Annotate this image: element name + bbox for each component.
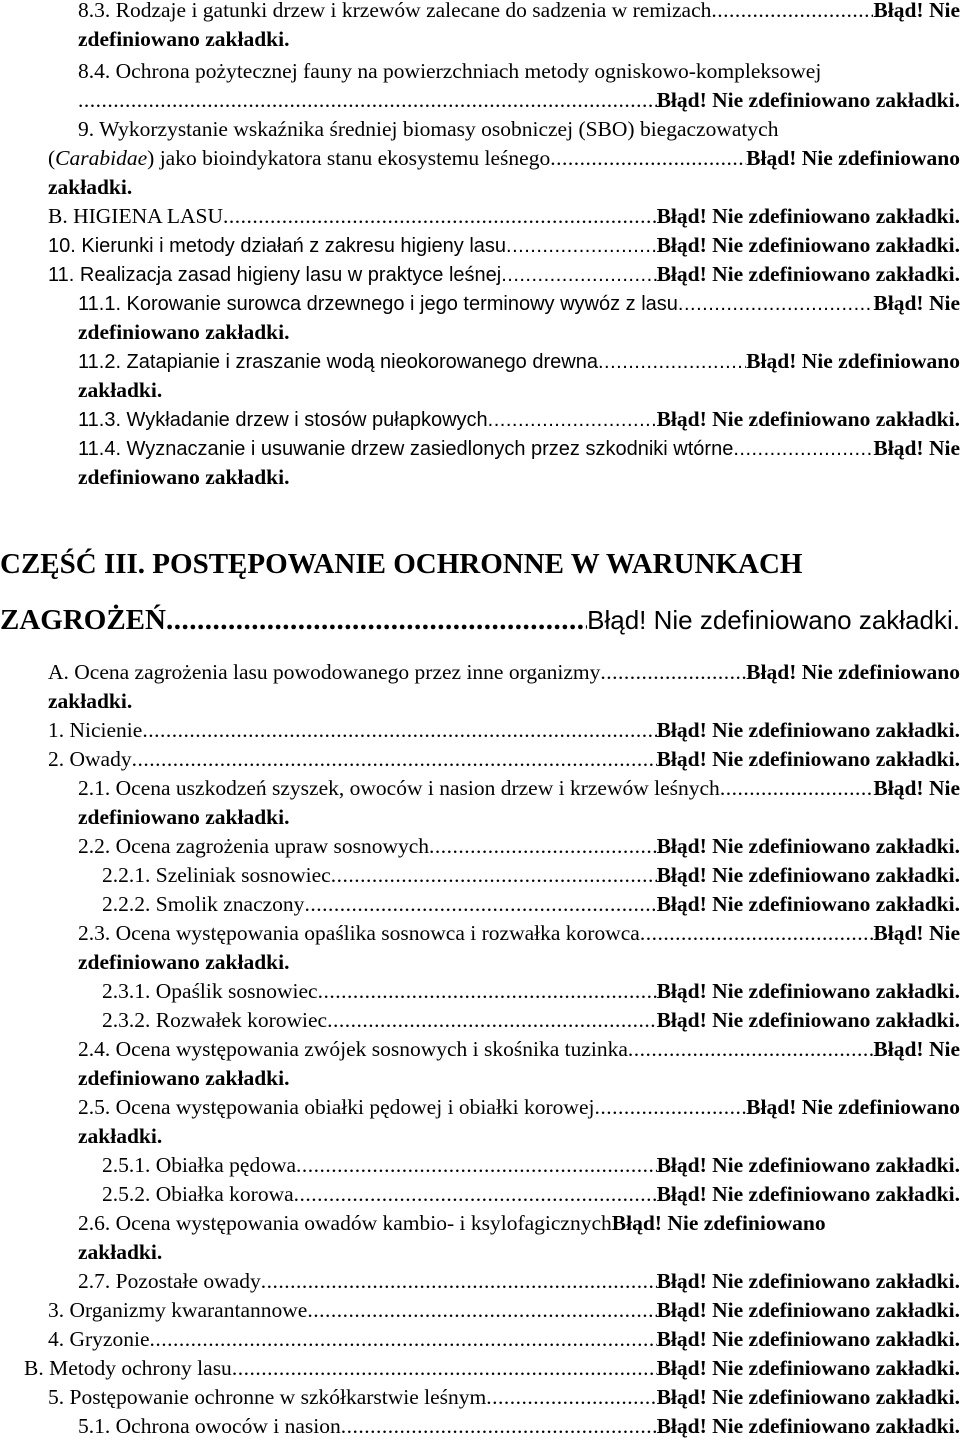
toc-entry-a[interactable]	[48, 658, 960, 687]
toc-error-label: Błąd! Nie zdefiniowano zakładki.	[656, 1153, 960, 1177]
toc-error-label: Błąd! Nie	[873, 0, 960, 22]
toc-entry-title: 11.3. Wykładanie drzew i stosów pułapkowych	[78, 409, 488, 431]
toc-entry-title: 5. Postępowanie ochronne w szkółkarstwie leśnym	[48, 1385, 487, 1409]
toc-entry-10[interactable]	[48, 231, 960, 261]
part-heading[interactable]	[0, 546, 802, 582]
toc-error-continuation: zdefiniowano zakładki.	[78, 1066, 290, 1090]
toc-leader-dots	[307, 1296, 656, 1325]
toc-error-label: Błąd! Nie	[873, 436, 960, 460]
toc-error-label: Błąd! Nie	[873, 1037, 960, 1061]
toc-error-label: Błąd! Nie zdefiniowano	[746, 349, 960, 373]
toc-entry-title: 2.7. Pozostałe owady	[78, 1269, 261, 1293]
toc-error-label: Błąd! Nie	[873, 291, 960, 315]
toc-entry-title: 8.3. Rodzaje i gatunki drzew i krzewów zalecane do sadzenia w remizach	[78, 0, 712, 22]
toc-entry-9[interactable]: 9. Wykorzystanie wskaźnika średniej biomasy osobniczej (SBO) biegaczowatych	[78, 117, 779, 141]
toc-entry-8-4-leader	[78, 86, 960, 115]
toc-entry-11-1[interactable]	[78, 289, 960, 319]
toc-error-label: Błąd! Nie zdefiniowano zakładki.	[656, 1327, 960, 1351]
toc-error-label: Błąd! Nie zdefiniowano zakładki.	[656, 233, 960, 257]
toc-error-label: Błąd! Nie zdefiniowano zakładki.	[656, 892, 960, 916]
toc-leader-dots	[150, 1325, 657, 1354]
toc-error-label: Błąd! Nie zdefiniowano zakładki.	[587, 605, 960, 635]
toc-entry-2-7[interactable]	[78, 1267, 960, 1296]
toc-entry-title: 11.4. Wyznaczanie i usuwanie drzew zasiedlonych przez szkodniki wtórne	[78, 438, 734, 460]
toc-entry-title: 5.1. Ochrona owoców i nasion	[78, 1414, 341, 1438]
toc-entry-1[interactable]	[48, 716, 960, 745]
toc-leader-dots	[261, 1267, 657, 1296]
toc-entry-title: B. HIGIENA LASU	[48, 204, 223, 228]
toc-error-label: Błąd! Nie zdefiniowano zakładki.	[656, 1298, 960, 1322]
toc-entry-4[interactable]	[48, 1325, 960, 1354]
toc-entry-title: 10. Kierunki i metody działań z zakresu higieny lasu	[48, 235, 507, 257]
toc-error-label: Błąd! Nie zdefiniowano zakładki.	[656, 407, 960, 431]
toc-leader-dots	[132, 745, 657, 774]
toc-leader-dots	[296, 1151, 657, 1180]
toc-entry-8-3[interactable]	[78, 0, 960, 25]
toc-entry-title: 2.3. Ocena występowania opaślika sosnowca i rozwałka korowca	[78, 921, 640, 945]
toc-error-label: Błąd! Nie zdefiniowano zakładki.	[656, 747, 960, 771]
toc-entry-title: A. Ocena zagrożenia lasu powodowanego przez inne organizmy	[48, 660, 601, 684]
toc-entry-8-4[interactable]: 8.4. Ochrona pożytecznej fauny na powierzchniach metody ogniskowo-kompleksowej	[78, 59, 822, 83]
toc-leader-dots	[223, 202, 657, 231]
toc-entry-title: 11.2. Zatapianie i zraszanie wodą nieokorowanego drewna	[78, 351, 598, 373]
toc-error-continuation: zakładki.	[78, 1124, 163, 1148]
toc-leader-dots	[506, 232, 657, 261]
toc-error-continuation: zdefiniowano zakładki.	[78, 950, 290, 974]
toc-error-label: Błąd! Nie zdefiniowano	[611, 1211, 826, 1235]
toc-error-continuation: zdefiniowano zakładki.	[78, 465, 290, 489]
toc-entry-title: 2.5. Ocena występowania obiałki pędowej i obiałki korowej	[78, 1095, 595, 1119]
toc-leader-dots	[294, 1180, 657, 1209]
toc-leader-dots	[166, 602, 587, 638]
toc-entry-2-2[interactable]	[78, 832, 960, 861]
toc-entry-title: 2.1. Ocena uszkodzeń szyszek, owoców i nasion drzew i krzewów leśnych	[78, 776, 720, 800]
toc-error-label: Błąd! Nie zdefiniowano zakładki.	[656, 863, 960, 887]
toc-leader-dots	[640, 919, 874, 948]
toc-error-label: Błąd! Nie zdefiniowano zakładki.	[656, 718, 960, 742]
toc-entry-2-1[interactable]	[78, 774, 960, 803]
toc-leader-dots	[327, 1006, 656, 1035]
toc-entry-text: (	[48, 146, 56, 170]
toc-leader-dots	[501, 261, 656, 290]
toc-error-continuation: zakładki.	[48, 175, 133, 199]
toc-leader-dots	[341, 1412, 657, 1441]
toc-entry-title: 2.3.1. Opaślik sosnowiec	[102, 979, 318, 1003]
toc-entry-2[interactable]	[48, 745, 960, 774]
toc-entry-2-4[interactable]	[78, 1035, 960, 1064]
toc-leader-dots	[598, 348, 746, 377]
toc-entry-title: 2.2. Ocena zagrożenia upraw sosnowych	[78, 834, 430, 858]
toc-leader-dots	[628, 1035, 873, 1064]
part-heading-text: ZAGROŻEŃ	[0, 604, 166, 636]
toc-entry-3[interactable]	[48, 1296, 960, 1325]
toc-entry-11-4[interactable]	[78, 434, 960, 464]
toc-leader-dots	[594, 1093, 746, 1122]
toc-error-continuation: zakładki.	[78, 378, 163, 402]
toc-entry-title: 2.3.2. Rozwałek korowiec	[102, 1008, 328, 1032]
toc-entry-text: ) jako bioindykatora stanu ekosystemu leśnego	[147, 146, 551, 170]
toc-entry-2-5-2[interactable]	[102, 1180, 960, 1209]
toc-leader-dots	[429, 832, 657, 861]
toc-entry-b-higiena[interactable]	[48, 202, 960, 231]
toc-error-label: Błąd! Nie zdefiniowano zakładki.	[656, 1414, 960, 1438]
toc-entry-2-2-2[interactable]	[102, 890, 960, 919]
toc-entry-2-3[interactable]	[78, 919, 960, 948]
toc-entry-title: 1. Nicienie	[48, 718, 143, 742]
toc-entry-11-3[interactable]	[78, 405, 960, 435]
toc-error-label: Błąd! Nie zdefiniowano zakładki.	[656, 834, 960, 858]
toc-error-continuation: zdefiniowano zakładki.	[78, 320, 290, 344]
toc-leader-dots	[550, 144, 746, 173]
toc-leader-dots	[142, 716, 656, 745]
toc-entry-title: 11.1. Korowanie surowca drzewnego i jego terminowy wywóz z lasu	[78, 293, 678, 315]
toc-leader-dots	[600, 658, 746, 687]
toc-leader-dots	[678, 290, 873, 319]
toc-entry-5[interactable]	[48, 1383, 960, 1412]
toc-leader-dots	[331, 861, 657, 890]
toc-entry-11-2[interactable]	[78, 347, 960, 377]
toc-leader-dots	[720, 774, 874, 803]
toc-error-label: Błąd! Nie zdefiniowano	[746, 660, 960, 684]
toc-error-label: Błąd! Nie zdefiniowano	[746, 1095, 960, 1119]
toc-entry-title: 3. Organizmy kwarantannowe	[48, 1298, 308, 1322]
toc-error-label: Błąd! Nie zdefiniowano	[746, 146, 960, 170]
toc-entry-b-metody[interactable]	[24, 1354, 960, 1383]
toc-error-label: Błąd! Nie zdefiniowano zakładki.	[656, 262, 960, 286]
toc-leader-dots	[711, 0, 873, 25]
toc-error-label: Błąd! Nie	[873, 776, 960, 800]
toc-leader-dots	[733, 435, 873, 464]
toc-leader-dots	[318, 977, 657, 1006]
toc-leader-dots	[486, 1383, 656, 1412]
toc-error-label: Błąd! Nie zdefiniowano zakładki.	[656, 1356, 960, 1380]
toc-entry-title: 4. Gryzonie	[48, 1327, 150, 1351]
toc-entry-title: 2.4. Ocena występowania zwójek sosnowych i skośnika tuzinka	[78, 1037, 628, 1061]
toc-entry-11[interactable]	[48, 260, 960, 290]
toc-entry-title: 2.5.1. Obiałka pędowa	[102, 1153, 297, 1177]
toc-entry-title: 2.2.1. Szeliniak sosnowiec	[102, 863, 331, 887]
toc-entry-2-3-2[interactable]	[102, 1006, 960, 1035]
toc-error-label: Błąd! Nie zdefiniowano zakładki.	[656, 88, 960, 112]
toc-error-label: Błąd! Nie zdefiniowano zakładki.	[656, 1008, 960, 1032]
toc-entry-2-5[interactable]	[78, 1093, 960, 1122]
toc-entry-title: 2.6. Ocena występowania owadów kambio- i ksylofagicznych	[78, 1211, 612, 1235]
toc-entry-2-3-1[interactable]	[102, 977, 960, 1006]
toc-entry-2-5-1[interactable]	[102, 1151, 960, 1180]
toc-entry-5-1[interactable]	[78, 1412, 960, 1441]
toc-entry-2-2-1[interactable]	[102, 861, 960, 890]
toc-error-label: Błąd! Nie zdefiniowano zakładki.	[656, 1269, 960, 1293]
toc-error-label: Błąd! Nie zdefiniowano zakładki.	[656, 1385, 960, 1409]
toc-error-continuation: zdefiniowano zakładki.	[78, 805, 290, 829]
part-heading-leader	[0, 602, 960, 638]
toc-leader-dots	[304, 890, 656, 919]
toc-error-label: Błąd! Nie zdefiniowano zakładki.	[656, 204, 960, 228]
toc-entry-2-6[interactable]	[78, 1209, 960, 1238]
toc-error-continuation: zdefiniowano zakładki.	[78, 27, 290, 51]
part-heading-text: CZĘŚĆ III. POSTĘPOWANIE OCHRONNE W WARUNKACH	[0, 548, 803, 580]
toc-entry-title: B. Metody ochrony lasu	[24, 1356, 232, 1380]
toc-entry-title: 2.5.2. Obiałka korowa	[102, 1182, 294, 1206]
toc-entry-9-cont	[48, 144, 960, 173]
toc-error-label: Błąd! Nie zdefiniowano zakładki.	[656, 1182, 960, 1206]
toc-entry-title: 11. Realizacja zasad higieny lasu w praktyce leśnej	[48, 264, 502, 286]
toc-leader-dots	[232, 1354, 657, 1383]
toc-entry-title: 2. Owady	[48, 747, 132, 771]
toc-error-label: Błąd! Nie	[873, 921, 960, 945]
toc-leader-dots	[78, 86, 657, 115]
toc-entry-latin-name: Carabidae	[55, 146, 148, 170]
toc-entry-title: 2.2.2. Smolik znaczony	[102, 892, 305, 916]
toc-leader-dots	[488, 406, 657, 435]
toc-error-label: Błąd! Nie zdefiniowano zakładki.	[656, 979, 960, 1003]
toc-error-continuation: zakładki.	[78, 1240, 163, 1264]
toc-error-continuation: zakładki.	[48, 689, 133, 713]
